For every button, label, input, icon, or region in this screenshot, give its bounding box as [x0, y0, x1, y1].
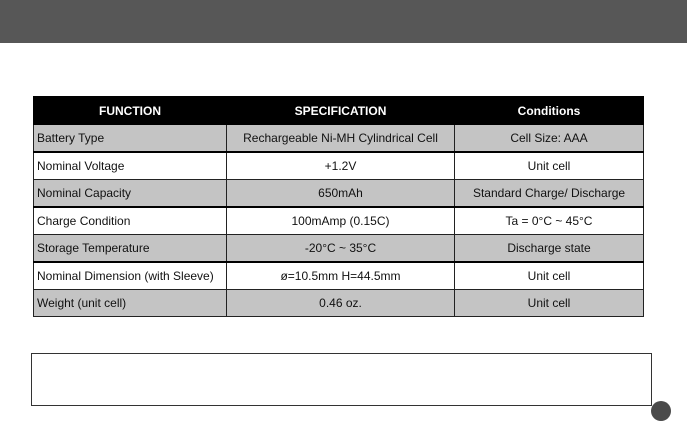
cell-function: Charge Condition [34, 207, 227, 235]
table-row [34, 125, 644, 153]
cell-conditions: Standard Charge/ Discharge [455, 180, 644, 208]
cell-function: Nominal Voltage [34, 152, 227, 180]
page-header-bar [0, 0, 687, 43]
cell-specification: Rechargeable Ni-MH Cylindrical Cell [227, 125, 455, 153]
header-function: FUNCTION [34, 97, 227, 125]
cell-specification: 650mAh [227, 180, 455, 208]
table-row [34, 207, 644, 235]
cell-conditions: Ta = 0°C ~ 45°C [455, 207, 644, 235]
cell-specification: +1.2V [227, 152, 455, 180]
cell-function: Nominal Dimension (with Sleeve) [34, 262, 227, 290]
header-conditions: Conditions [455, 97, 644, 125]
table-row [34, 152, 644, 180]
cell-conditions: Cell Size: AAA [455, 125, 644, 153]
cell-conditions: Discharge state [455, 235, 644, 263]
table-row [34, 180, 644, 208]
table-row [34, 290, 644, 317]
table-header-row [34, 97, 644, 125]
header-specification: SPECIFICATION [227, 97, 455, 125]
cell-function: Battery Type [34, 125, 227, 153]
cell-conditions: Unit cell [455, 152, 644, 180]
cell-conditions: Unit cell [455, 290, 644, 317]
cell-specification: -20°C ~ 35°C [227, 235, 455, 263]
cell-function: Weight (unit cell) [34, 290, 227, 317]
cell-specification: 0.46 oz. [227, 290, 455, 317]
page-indicator-dot [651, 401, 671, 421]
table-row [34, 262, 644, 290]
table-row [34, 235, 644, 263]
cell-conditions: Unit cell [455, 262, 644, 290]
cell-function: Storage Temperature [34, 235, 227, 263]
cell-specification: 100mAmp (0.15C) [227, 207, 455, 235]
specification-table [33, 96, 644, 317]
cell-function: Nominal Capacity [34, 180, 227, 208]
note-box [31, 353, 652, 406]
cell-specification: ø=10.5mm H=44.5mm [227, 262, 455, 290]
